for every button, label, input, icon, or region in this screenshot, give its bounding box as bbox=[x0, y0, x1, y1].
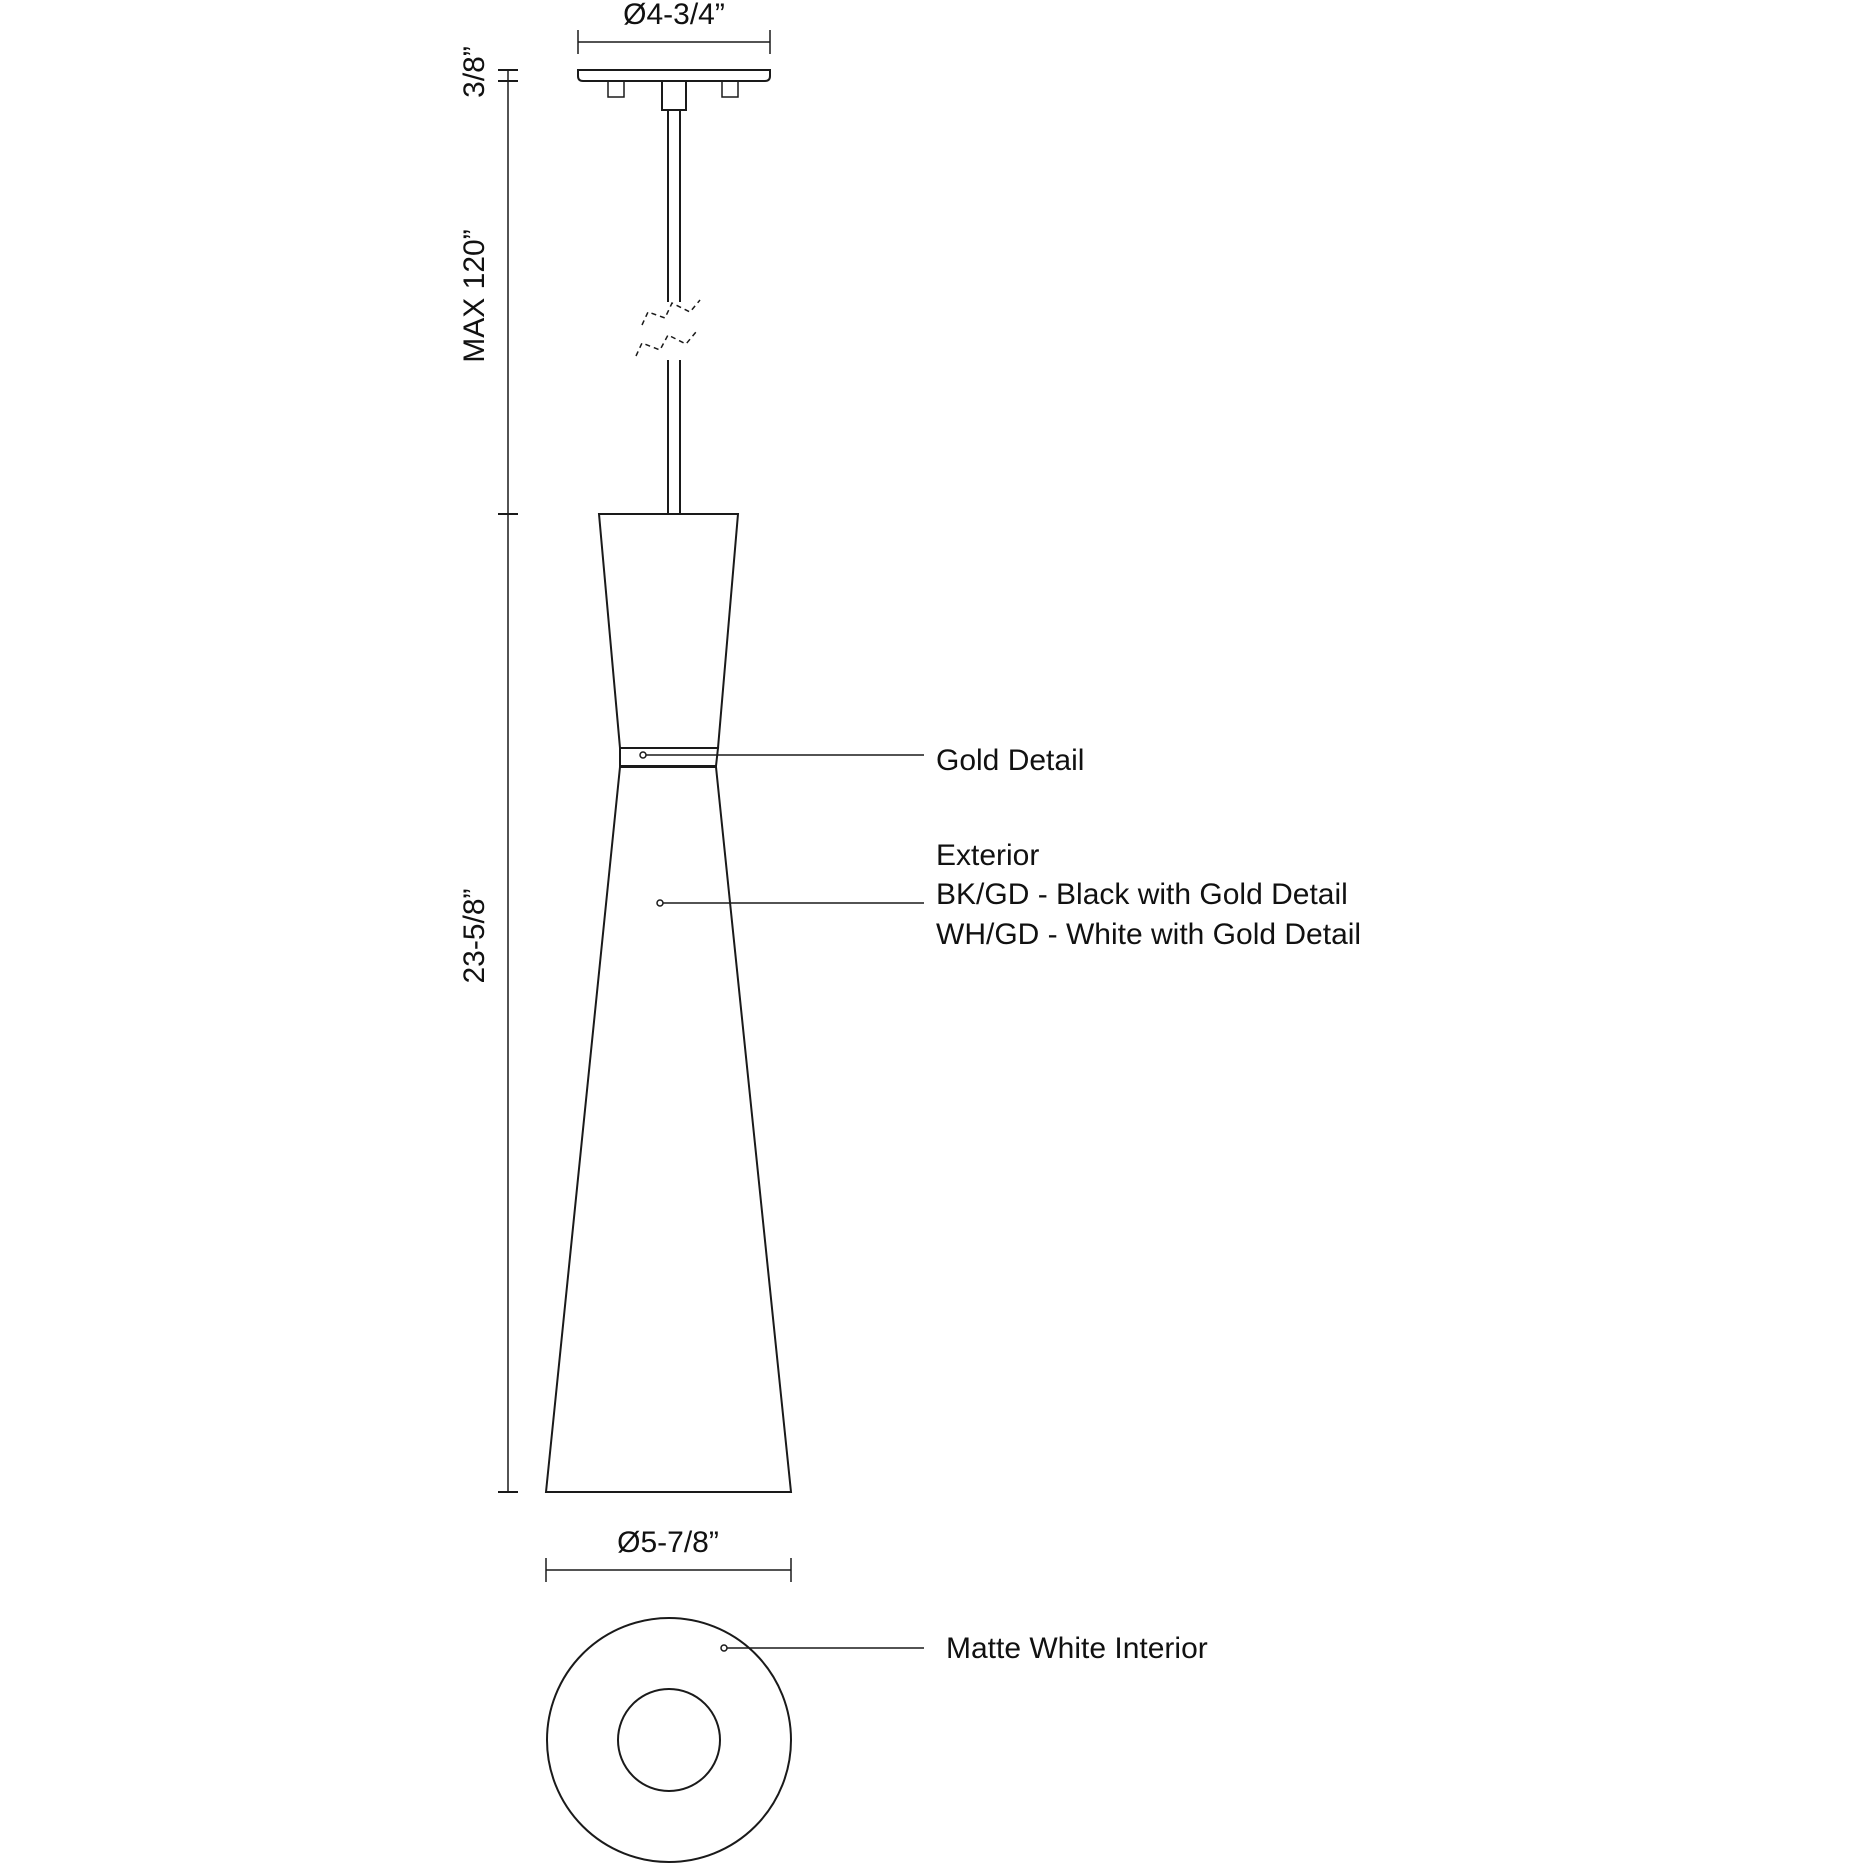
canopy-screw-right bbox=[722, 81, 738, 97]
exterior-callout bbox=[657, 900, 924, 906]
exterior-option-bk-gd: BK/GD - Black with Gold Detail bbox=[936, 878, 1348, 911]
canopy-height-label: 3/8” bbox=[458, 46, 491, 98]
gold-detail-label: Gold Detail bbox=[936, 744, 1085, 777]
interior-label: Matte White Interior bbox=[946, 1632, 1208, 1665]
canopy bbox=[578, 70, 770, 110]
canopy-nipple bbox=[662, 81, 686, 110]
canopy-screw-left bbox=[608, 81, 624, 97]
shade-outer-rim bbox=[547, 1618, 791, 1862]
shade bbox=[546, 514, 791, 1492]
exterior-option-wh-gd: WH/GD - White with Gold Detail bbox=[936, 918, 1362, 951]
stem-break-symbol bbox=[636, 300, 700, 356]
canopy-diameter-dimension bbox=[578, 0, 770, 54]
stem bbox=[668, 110, 680, 515]
shade-lower-cone bbox=[546, 767, 791, 1492]
gold-detail-band bbox=[620, 748, 718, 766]
stem-length-label: MAX 120” bbox=[458, 229, 491, 363]
shade-upper-cone bbox=[599, 514, 738, 748]
gold-detail-callout bbox=[640, 752, 924, 758]
shade-diameter-label: Ø5-7/8” bbox=[617, 1526, 719, 1559]
vertical-dimension-chain bbox=[498, 70, 518, 1492]
shade-height-label: 23-5/8” bbox=[458, 888, 491, 984]
shade-inner-opening bbox=[618, 1689, 720, 1791]
shade-bottom-view bbox=[547, 1618, 791, 1862]
shade-diameter-dimension bbox=[546, 1526, 791, 1582]
canopy-diameter-label: Ø4-3/4” bbox=[623, 0, 725, 31]
exterior-title: Exterior bbox=[936, 839, 1040, 872]
